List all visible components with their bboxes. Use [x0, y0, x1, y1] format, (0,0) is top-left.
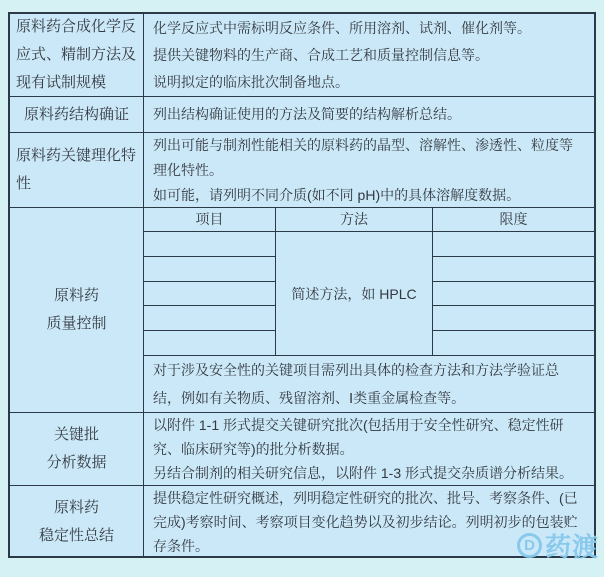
header-line: 性	[16, 175, 32, 192]
empty-cell	[144, 282, 275, 307]
content-paragraph: 另结合制剂的相关研究信息，以附件 1-3 形式提交杂质谱分析结果。	[153, 465, 574, 481]
requirements-table	[8, 12, 596, 558]
content-paragraph: 列出可能与制剂性能相关的原料药的晶型、溶解性、渗透性、粒度等理化特性。	[153, 136, 573, 178]
row-content-batch-analysis	[143, 412, 594, 485]
row-content-quality-control	[143, 207, 594, 412]
watermark-brand-text: 药渡	[544, 532, 599, 562]
header-line: 原料药结构确证	[23, 105, 129, 123]
content-paragraph: 以附件 1-1 形式提交关键研究批次(包括用于安全性研究、稳定性研究、临床研究等)的批分析数据。	[153, 417, 564, 457]
header-line: 原料药	[53, 287, 99, 304]
empty-cell	[433, 257, 594, 282]
header-line: 原料药合成化学反	[16, 18, 137, 35]
pharmacodia-logo-icon: D	[517, 533, 542, 558]
header-line: 分析数据	[46, 454, 107, 471]
row-content-physicochemical	[143, 132, 594, 207]
row-content-structure-confirmation	[143, 96, 594, 132]
header-line: 原料药关键理化特	[16, 147, 137, 164]
subtable-column-method	[276, 208, 433, 355]
quality-control-subtable	[144, 208, 594, 356]
content-paragraph: 提供关键物料的生产商、合成工艺和质量控制信息等。	[153, 46, 489, 63]
empty-cell	[144, 306, 275, 331]
watermark	[517, 527, 599, 564]
content-paragraph: 化学反应式中需标明反应条件、所用溶剂、试剂、催化剂等。	[153, 19, 531, 36]
subtable-header-method: 方法	[276, 208, 432, 232]
header-line: 关键批	[53, 426, 99, 443]
empty-cell	[433, 331, 594, 355]
content-paragraph: 说明拟定的临床批次制备地点。	[153, 73, 349, 90]
empty-cell	[144, 232, 275, 257]
content-paragraph: 提供稳定性研究概述，列明稳定性研究的批次、批号、考察条件、(已完成)考察时间、考察项目变化趋势以及初步结论。列明初步的包装贮存条件。	[153, 490, 578, 554]
header-line: 现有试制规模	[16, 74, 107, 91]
row-content-synthesis	[143, 14, 594, 96]
header-line: 稳定性总结	[38, 527, 114, 544]
subtable-header-item: 项目	[144, 208, 275, 232]
row-header-structure-confirmation	[10, 96, 143, 132]
empty-cell	[144, 257, 275, 282]
empty-cell	[433, 306, 594, 331]
content-paragraph: 对于涉及安全性的关键项目需列出具体的检查方法和方法学验证总结，例如有关物质、残留溶剂、Ⅰ类重金属检查等。	[153, 362, 559, 406]
row-header-batch-analysis	[10, 412, 143, 485]
empty-cell	[433, 232, 594, 257]
row-header-physicochemical	[10, 132, 143, 207]
header-line: 应式、精制方法及	[16, 46, 137, 63]
row-header-stability-summary	[10, 485, 143, 558]
subtable-header-limit: 限度	[433, 208, 594, 232]
method-note: 简述方法，如 HPLC	[291, 285, 417, 302]
header-line: 质量控制	[46, 315, 107, 332]
content-paragraph: 列出结构确证使用的方法及简要的结构解析总结。	[153, 106, 461, 122]
subtable-column-limit	[433, 208, 594, 355]
quality-control-note	[144, 356, 594, 412]
subtable-column-item	[144, 208, 276, 355]
header-line: 原料药	[53, 499, 99, 516]
empty-cell	[144, 331, 275, 355]
row-header-synthesis	[10, 14, 143, 96]
row-header-quality-control	[10, 207, 143, 412]
content-paragraph: 如可能，请列明不同介质(如不同 pH)中的具体溶解度数据。	[153, 186, 521, 203]
empty-cell	[433, 282, 594, 307]
